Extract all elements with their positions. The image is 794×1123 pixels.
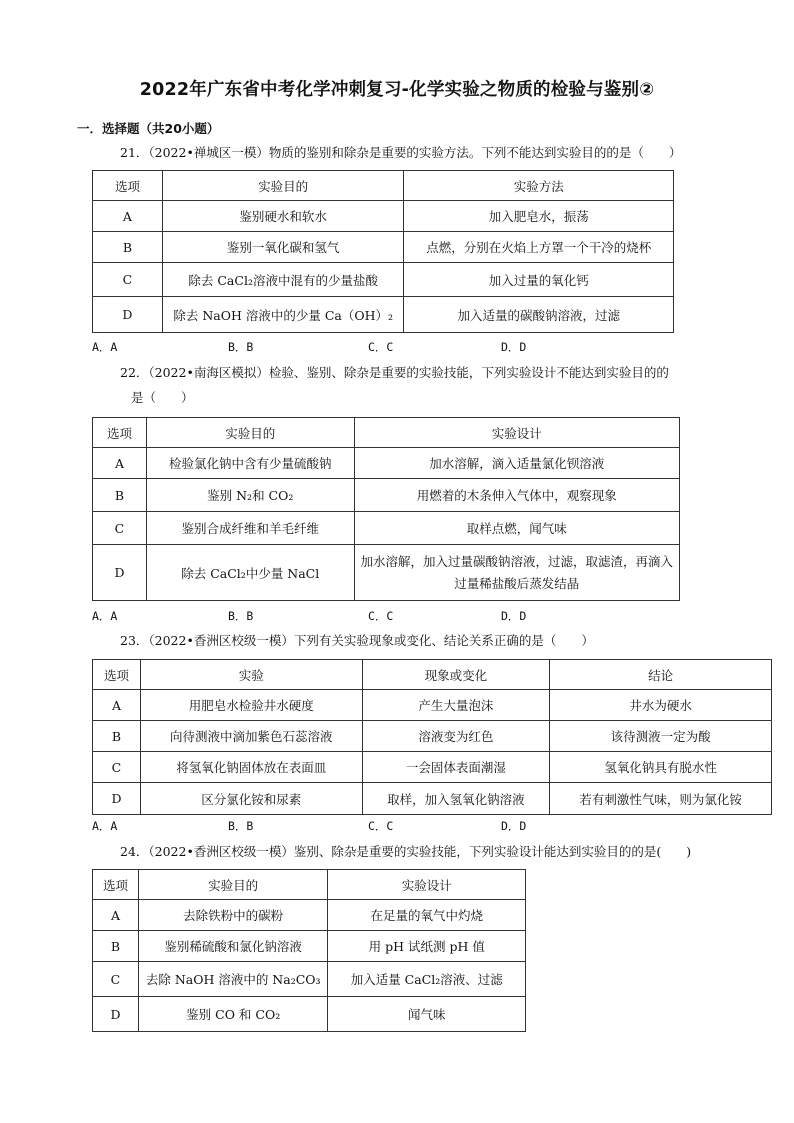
answer-option: D．D: [501, 340, 527, 354]
table-cell-option: C: [93, 962, 139, 997]
table-cell: 加入肥皂水，振荡: [404, 201, 674, 232]
answer-option: A．A: [92, 340, 118, 354]
answer-option: D．D: [501, 819, 527, 833]
table-cell: 用燃着的木条伸入气体中，观察现象: [354, 479, 679, 512]
answer-option: D．D: [501, 609, 527, 623]
table-header: 实验: [140, 660, 362, 690]
table-header: 选项: [93, 660, 141, 690]
table-cell: 鉴别一氧化碳和氢气: [162, 232, 404, 263]
table-cell-option: A: [93, 448, 147, 479]
table-header: 结论: [550, 660, 772, 690]
table-cell: 将氢氧化钠固体放在表面皿: [140, 752, 362, 783]
table-cell: 加入过量的氧化钙: [404, 263, 674, 297]
table-cell-option: D: [93, 997, 139, 1032]
table-cell: 加入适量的碳酸钠溶液，过滤: [404, 297, 674, 333]
table-cell-option: D: [93, 783, 141, 815]
table-cell-option: C: [93, 752, 141, 783]
table-cell: 用 pH 试纸测 pH 值: [328, 931, 526, 962]
question-22-stem: 22．（2022•南海区模拟）检验、鉴别、除杂是重要的实验技能，下列实验设计不能达到实验目的的: [120, 365, 669, 380]
table-cell: 区分氯化铵和尿素: [140, 783, 362, 815]
table-cell: 加水溶解，滴入适量氯化钡溶液: [354, 448, 679, 479]
answer-option: C．C: [368, 609, 394, 623]
table-cell: 闻气味: [328, 997, 526, 1032]
table-cell-option: B: [93, 721, 141, 752]
table-cell: 氢氧化钠具有脱水性: [550, 752, 772, 783]
table-cell-option: B: [93, 479, 147, 512]
table-cell: 加水溶解，加入过量碳酸钠溶液，过滤，取滤渣，再滴入过量稀盐酸后蒸发结晶: [354, 545, 679, 601]
answer-option: A．A: [92, 819, 118, 833]
answer-option: B．B: [228, 819, 254, 833]
answer-option: B．B: [228, 340, 254, 354]
table-header: 实验方法: [404, 171, 674, 201]
table-cell: 取样，加入氢氧化钠溶液: [362, 783, 550, 815]
table-cell-option: B: [93, 931, 139, 962]
table-cell: 鉴别 N₂和 CO₂: [146, 479, 354, 512]
table-cell: 鉴别 CO 和 CO₂: [138, 997, 328, 1032]
table-cell: 加入适量 CaCl₂溶液、过滤: [328, 962, 526, 997]
question-21-stem: 21．（2022•禅城区一模）物质的鉴别和除杂是重要的实验方法。下列不能达到实验目的的是（ ）: [120, 145, 682, 160]
table-cell-option: D: [93, 297, 163, 333]
table-cell: 除去 CaCl₂中少量 NaCl: [146, 545, 354, 601]
table-cell: 溶液变为红色: [362, 721, 550, 752]
table-cell-option: A: [93, 900, 139, 931]
table-cell: 取样点燃，闻气味: [354, 512, 679, 545]
table-cell-option: B: [93, 232, 163, 263]
answer-option: C．C: [368, 340, 394, 354]
page-title: 2022年广东省中考化学冲刺复习-化学实验之物质的检验与鉴别②: [139, 80, 655, 100]
question-23-stem: 23．（2022•香洲区校级一模）下列有关实验现象或变化、结论关系正确的是（ ）: [120, 633, 594, 648]
table-cell: 向待测液中滴加紫色石蕊溶液: [140, 721, 362, 752]
table-cell: 用肥皂水检验井水硬度: [140, 690, 362, 721]
table-header: 实验设计: [328, 870, 526, 900]
answer-option: A．A: [92, 609, 118, 623]
table-cell: 点燃，分别在火焰上方罩一个干冷的烧杯: [404, 232, 674, 263]
question-24-stem: 24．（2022•香洲区校级一模）鉴别、除杂是重要的实验技能，下列实验设计能达到实验目的的是( ): [120, 844, 692, 859]
section-heading: 一．选择题（共20小题）: [77, 121, 220, 136]
table-cell: 鉴别稀硫酸和氯化钠溶液: [138, 931, 328, 962]
table-header: 现象或变化: [362, 660, 550, 690]
question-23-table: [92, 659, 772, 815]
question-22-stem-cont: 是（ ）: [131, 390, 194, 405]
table-cell: 井水为硬水: [550, 690, 772, 721]
table-header: 选项: [93, 418, 147, 448]
table-header: 实验目的: [146, 418, 354, 448]
table-cell-option: A: [93, 201, 163, 232]
table-cell: 在足量的氧气中灼烧: [328, 900, 526, 931]
question-21-table: [92, 170, 674, 333]
table-header: 选项: [93, 870, 139, 900]
table-cell: 该待测液一定为酸: [550, 721, 772, 752]
table-cell: 鉴别硬水和软水: [162, 201, 404, 232]
question-22-table: [92, 417, 680, 601]
table-cell-option: D: [93, 545, 147, 601]
table-header: 实验设计: [354, 418, 679, 448]
table-cell: 检验氯化钠中含有少量硫酸钠: [146, 448, 354, 479]
table-cell: 去除铁粉中的碳粉: [138, 900, 328, 931]
table-cell: 若有刺激性气味，则为氯化铵: [550, 783, 772, 815]
table-cell: 除去 CaCl₂溶液中混有的少量盐酸: [162, 263, 404, 297]
answer-option: C．C: [368, 819, 394, 833]
table-cell: 鉴别合成纤维和羊毛纤维: [146, 512, 354, 545]
table-cell-option: C: [93, 263, 163, 297]
table-cell: 去除 NaOH 溶液中的 Na₂CO₃: [138, 962, 328, 997]
table-cell-option: C: [93, 512, 147, 545]
table-header: 实验目的: [138, 870, 328, 900]
answer-option: B．B: [228, 609, 254, 623]
question-24-table: [92, 869, 526, 1032]
table-header: 实验目的: [162, 171, 404, 201]
table-cell-option: A: [93, 690, 141, 721]
table-header: 选项: [93, 171, 163, 201]
table-cell: 除去 NaOH 溶液中的少量 Ca（OH）₂: [162, 297, 404, 333]
table-cell: 一会固体表面潮湿: [362, 752, 550, 783]
table-cell: 产生大量泡沫: [362, 690, 550, 721]
